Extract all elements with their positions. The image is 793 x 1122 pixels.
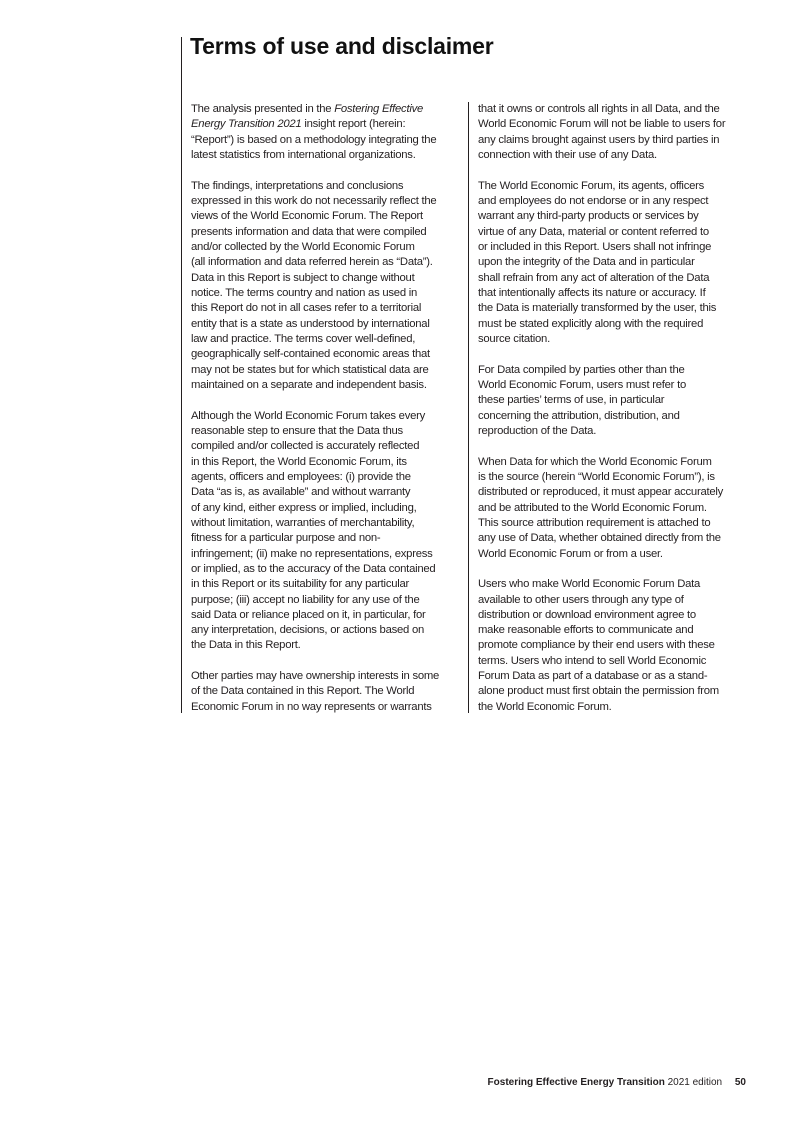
text-line: [478, 225, 750, 240]
line-text: source citation.: [478, 332, 550, 345]
line-text: must be stated explicitly along with the required: [478, 317, 704, 330]
text-line: [191, 301, 463, 316]
line-text: or included in this Report. Users shall not infringe: [478, 240, 712, 253]
text-line: [191, 271, 463, 286]
line-text: in this Report, the World Economic Forum, its: [191, 455, 407, 468]
paragraph-gap: [478, 562, 750, 577]
text-line: [478, 133, 750, 148]
text-line: [191, 455, 463, 470]
paragraph-gap: [191, 393, 463, 408]
footer-report-title: Fostering Effective Energy Transition: [487, 1077, 665, 1088]
line-text: expressed in this work do not necessarily reflect the: [191, 194, 437, 207]
text-line: [191, 225, 463, 240]
line-text: connection with their use of any Data.: [478, 148, 657, 161]
right-text-column: [478, 102, 750, 715]
title-vertical-rule: [181, 37, 182, 713]
line-text: that it owns or controls all rights in all Data, and the: [478, 103, 720, 115]
text-line: [478, 608, 750, 623]
line-text: and/or collected by the World Economic Forum: [191, 240, 415, 253]
paragraph-gap: [478, 439, 750, 454]
line-text: any use of Data, whether obtained directly from the: [478, 532, 721, 545]
line-text: of any kind, either express or implied, including,: [191, 501, 417, 514]
paragraph: [478, 363, 750, 440]
text-line: [478, 240, 750, 255]
text-line: [478, 424, 750, 439]
text-line: [191, 669, 463, 684]
line-text: maintained on a separate and independent basis.: [191, 378, 427, 391]
paragraph: [478, 577, 750, 715]
line-text: The findings, interpretations and conclusions: [191, 179, 404, 192]
line-text: terms. Users who intend to sell World Economic: [478, 654, 707, 667]
text-line: [478, 547, 750, 562]
line-text: available to other users through any type of: [478, 593, 684, 606]
line-text: and employees do not endorse or in any respect: [478, 194, 709, 207]
line-text: For Data compiled by parties other than the: [478, 363, 685, 376]
paragraph: [478, 102, 750, 163]
line-text: infringement; (ii) make no representations, express: [191, 547, 433, 560]
paragraph: [191, 409, 463, 654]
line-text: or implied, as to the accuracy of the Data contained: [191, 562, 436, 575]
paragraph: [191, 669, 463, 715]
paragraph: [191, 102, 463, 163]
page-footer: [488, 1077, 746, 1088]
text-line: [478, 593, 750, 608]
text-line: [478, 317, 750, 332]
text-line: [191, 700, 463, 715]
line-text: make reasonable efforts to communicate and: [478, 624, 694, 637]
line-text: that intentionally affects its nature or accuracy. If: [478, 286, 706, 299]
line-text: these parties’ terms of use, in particular: [478, 394, 665, 407]
text-line: [191, 286, 463, 301]
line-text: Data “as is, as available” and without warranty: [191, 486, 411, 499]
text-line: [478, 654, 750, 669]
line-text: World Economic Forum or from a user.: [478, 547, 663, 560]
line-text: promote compliance by their end users with these: [478, 639, 715, 652]
text-line: [478, 148, 750, 163]
text-line: [191, 117, 463, 132]
line-text: entity that is a state as understood by international: [191, 317, 430, 330]
line-text: law and practice. The terms cover well-defined,: [191, 332, 416, 345]
text-line: [478, 470, 750, 485]
line-text: views of the World Economic Forum. The Report: [191, 210, 423, 223]
line-text: Economic Forum in no way represents or warrants: [191, 700, 432, 713]
text-line: [478, 669, 750, 684]
text-line: [478, 117, 750, 132]
line-text: warrant any third-party products or services by: [478, 210, 699, 223]
paragraph: [478, 455, 750, 562]
line-text: reproduction of the Data.: [478, 424, 597, 437]
line-text: World Economic Forum, users must refer to: [478, 378, 687, 391]
line-text: compiled and/or collected is accurately reflected: [191, 440, 420, 453]
line-text: Although the World Economic Forum takes every: [191, 409, 426, 422]
line-text: purpose; (iii) accept no liability for any use of the: [191, 593, 420, 606]
footer-edition: 2021 edition: [667, 1077, 723, 1088]
paragraph-gap: [191, 654, 463, 669]
line-text: (all information and data referred herein as “Data”).: [191, 256, 433, 269]
text-line: [191, 684, 463, 699]
text-line: [478, 363, 750, 378]
text-line: [191, 547, 463, 562]
paragraph-gap: [478, 347, 750, 362]
line-text: distributed or reproduced, it must appear accurately: [478, 486, 724, 499]
text-line: [191, 562, 463, 577]
line-text: concerning the attribution, distribution, and: [478, 409, 680, 422]
line-text: said Data or reliance placed on it, in particular, for: [191, 608, 426, 621]
text-line: [191, 255, 463, 270]
line-text: geographically self-contained economic areas that: [191, 348, 430, 361]
text-line: [478, 409, 750, 424]
text-line: [191, 424, 463, 439]
line-text: fitness for a particular purpose and non-: [191, 532, 381, 545]
text-line: [191, 593, 463, 608]
text-line: [191, 102, 463, 117]
text-line: [478, 501, 750, 516]
text-line: [478, 209, 750, 224]
line-text: may not be states but for which statistical data are: [191, 363, 429, 376]
text-line: [191, 531, 463, 546]
column-divider: [468, 102, 469, 713]
page-title: Terms of use and disclaimer: [190, 33, 494, 59]
line-text: alone product must first obtain the permission from: [478, 685, 719, 698]
line-text: is the source (herein “World Economic Forum”), is: [478, 470, 715, 483]
line-text: the Data in this Report.: [191, 639, 301, 652]
line-text: Other parties may have ownership interests in some: [191, 670, 440, 683]
text-line: [478, 638, 750, 653]
line-text: The World Economic Forum, its agents, officers: [478, 179, 705, 192]
text-line: [191, 409, 463, 424]
line-text: any interpretation, decisions, or actions based on: [191, 624, 425, 637]
line-text: World Economic Forum will not be liable to users for: [478, 118, 726, 131]
line-text: latest statistics from international organizations.: [191, 148, 416, 161]
line-text: This source attribution requirement is attached to: [478, 516, 711, 529]
text-line: [191, 148, 463, 163]
text-line: [191, 501, 463, 516]
text-line: [478, 485, 750, 500]
paragraph: [191, 179, 463, 394]
line-text: distribution or download environment agree to: [478, 608, 696, 621]
text-line: [478, 286, 750, 301]
line-text: reasonable step to ensure that the Data thus: [191, 424, 403, 437]
text-line: [191, 485, 463, 500]
text-line: [478, 179, 750, 194]
italic-title-text: Energy Transition 2021: [191, 118, 302, 131]
text-line: [478, 393, 750, 408]
text-line: [191, 209, 463, 224]
text-line: [478, 623, 750, 638]
text-line: [191, 608, 463, 623]
line-text: The analysis presented in the: [191, 103, 335, 115]
paragraph: [478, 179, 750, 348]
page-number: 50: [734, 1077, 746, 1088]
line-text: agents, officers and employees: (i) provide the: [191, 470, 411, 483]
line-text: of the Data contained in this Report. The World: [191, 685, 415, 698]
text-line: [478, 684, 750, 699]
text-line: [478, 102, 750, 117]
text-line: [191, 623, 463, 638]
text-line: [478, 301, 750, 316]
text-line: [478, 516, 750, 531]
text-line: [191, 470, 463, 485]
line-text: Forum Data as part of a database or as a stand-: [478, 670, 708, 683]
text-line: [191, 240, 463, 255]
text-line: [191, 332, 463, 347]
text-line: [478, 577, 750, 592]
text-line: [191, 133, 463, 148]
line-text: insight report (herein:: [301, 118, 406, 131]
line-text: the World Economic Forum.: [478, 700, 612, 713]
text-line: [191, 317, 463, 332]
text-line: [191, 638, 463, 653]
text-line: [191, 179, 463, 194]
text-line: [478, 455, 750, 470]
italic-title-text: Fostering Effective: [334, 103, 424, 115]
text-line: [191, 577, 463, 592]
text-line: [191, 378, 463, 393]
line-text: Users who make World Economic Forum Data: [478, 578, 701, 591]
text-line: [478, 378, 750, 393]
line-text: Data in this Report is subject to change without: [191, 271, 415, 284]
text-line: [478, 332, 750, 347]
line-text: this Report do not in all cases refer to a territorial: [191, 302, 422, 315]
left-text-column: [191, 102, 463, 715]
line-text: and be attributed to the World Economic Forum.: [478, 501, 707, 514]
text-line: [478, 271, 750, 286]
line-text: upon the integrity of the Data and in particular: [478, 256, 695, 269]
line-text: When Data for which the World Economic Forum: [478, 455, 712, 468]
line-text: shall refrain from any act of alteration of the Data: [478, 271, 710, 284]
line-text: without limitation, warranties of merchantability,: [191, 516, 415, 529]
line-text: any claims brought against users by third parties in: [478, 133, 720, 146]
paragraph-gap: [191, 163, 463, 178]
text-line: [478, 700, 750, 715]
text-line: [191, 363, 463, 378]
paragraph-gap: [478, 163, 750, 178]
line-text: presents information and data that were compiled: [191, 225, 427, 238]
line-text: “Report”) is based on a methodology integrating the: [191, 133, 437, 146]
text-line: [191, 194, 463, 209]
text-line: [478, 531, 750, 546]
text-line: [191, 439, 463, 454]
line-text: in this Report or its suitability for any particular: [191, 578, 410, 591]
text-line: [478, 255, 750, 270]
line-text: virtue of any Data, material or content referred to: [478, 225, 709, 238]
text-line: [191, 347, 463, 362]
line-text: the Data is materially transformed by the user, this: [478, 302, 717, 315]
line-text: notice. The terms country and nation as used in: [191, 286, 418, 299]
text-line: [191, 516, 463, 531]
text-line: [478, 194, 750, 209]
